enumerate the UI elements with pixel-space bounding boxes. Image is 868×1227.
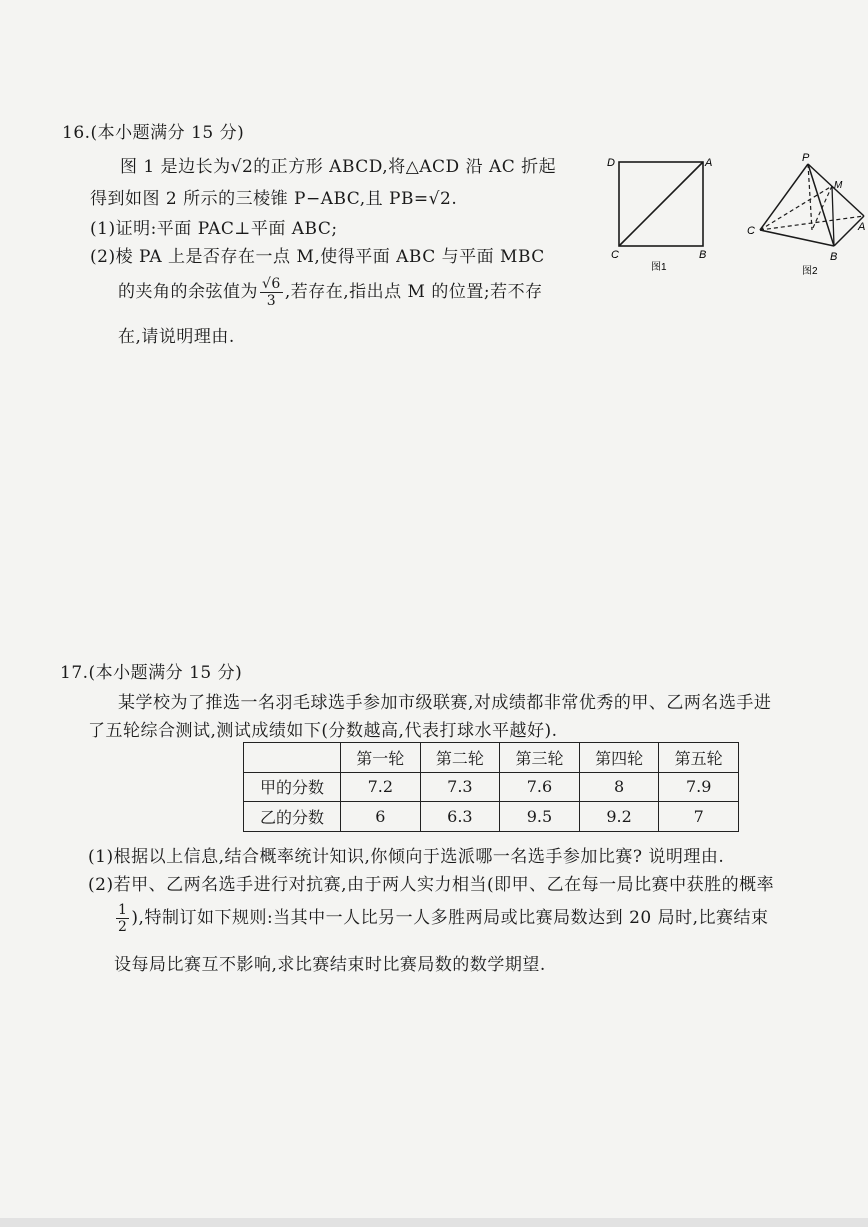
- half-numerator: 1: [118, 902, 128, 918]
- table-header-cell: 第四轮: [579, 743, 659, 773]
- fig2-label-b: B: [830, 251, 838, 263]
- half-fraction: [116, 902, 129, 935]
- q16-part1: (1)证明:平面 PAC⊥平面 ABC;: [90, 219, 338, 239]
- cosine-denominator: 3: [266, 293, 277, 309]
- table-cell: 6: [341, 802, 421, 832]
- table-header-cell: 第二轮: [420, 743, 500, 773]
- table-header-cell: 第三轮: [500, 743, 580, 773]
- scores-table: [243, 742, 739, 832]
- q17-header: 17.(本小题满分 15 分): [60, 663, 243, 683]
- fig2-label-p: P: [802, 152, 810, 164]
- q16-part2-text: 的夹角的余弦值为: [118, 282, 258, 302]
- q17-part2-line1: (2)若甲、乙两名选手进行对抗赛,由于两人实力相当(即甲、乙在每一局比赛中获胜的概率: [88, 875, 775, 895]
- fig1-caption: 图1: [651, 262, 667, 272]
- table-cell: 7.6: [500, 772, 580, 802]
- page-bottom-edge: [0, 1218, 868, 1227]
- table-row: [244, 772, 739, 802]
- table-cell: 7.3: [420, 772, 500, 802]
- table-cell: 7: [659, 802, 739, 832]
- q17-part2-line2: [114, 902, 769, 935]
- q16-stem-line1: 图 1 是边长为√2的正方形 ABCD,将△ACD 沿 AC 折起: [120, 157, 557, 177]
- table-cell: 9.2: [579, 802, 659, 832]
- q17-part1: (1)根据以上信息,结合概率统计知识,你倾向于选派哪一名选手参加比赛? 说明理由.: [88, 847, 725, 867]
- table-cell: 7.2: [341, 772, 421, 802]
- q16-part2-text-cont: ,若存在,指出点 M 的位置;若不存: [284, 282, 543, 302]
- q17-stem-line2: 了五轮综合测试,测试成绩如下(分数越高,代表打球水平越好).: [88, 721, 558, 741]
- table-cell: 7.9: [659, 772, 739, 802]
- table-cell: 甲的分数: [244, 772, 341, 802]
- table-header-cell: 第一轮: [341, 743, 421, 773]
- fig2-caption: 图2: [802, 266, 818, 277]
- table-header-row: [244, 743, 739, 773]
- table-row: [244, 802, 739, 832]
- table-cell: 乙的分数: [244, 802, 341, 832]
- cosine-fraction: [260, 276, 283, 309]
- figure-1: [605, 152, 715, 272]
- q17-stem-line1: 某学校为了推选一名羽毛球选手参加市级联赛,对成绩都非常优秀的甲、乙两名选手进: [118, 693, 772, 713]
- figure-2: [742, 150, 868, 280]
- fig1-label-a: A: [705, 157, 713, 169]
- q16-stem-line2: 得到如图 2 所示的三棱锥 P−ABC,且 PB=√2.: [90, 189, 458, 209]
- fig2-label-m: M: [834, 180, 843, 191]
- fig1-label-c: C: [611, 249, 619, 261]
- fig1-label-d: D: [607, 157, 615, 169]
- table-header-cell: [244, 743, 341, 773]
- cosine-numerator: √6: [262, 276, 281, 292]
- table-header-cell: 第五轮: [659, 743, 739, 773]
- q16-header: 16.(本小题满分 15 分): [62, 123, 245, 143]
- fig2-label-c: C: [747, 225, 755, 237]
- table-cell: 6.3: [420, 802, 500, 832]
- table-cell: 8: [579, 772, 659, 802]
- q17-part2-line3: 设每局比赛互不影响,求比赛结束时比赛局数的数学期望.: [114, 955, 546, 975]
- q16-part2-line1: (2)棱 PA 上是否存在一点 M,使得平面 ABC 与平面 MBC: [90, 247, 545, 267]
- half-denominator: 2: [118, 919, 128, 935]
- q16-part2-line3: 在,请说明理由.: [118, 327, 235, 347]
- fig2-label-a: A: [858, 221, 866, 233]
- table-cell: 9.5: [500, 802, 580, 832]
- q17-part2-rules: ),特制订如下规则:当其中一人比另一人多胜两局或比赛局数达到 20 局时,比赛结束: [131, 908, 769, 928]
- q16-part2-line2: [118, 276, 543, 309]
- fig1-label-b: B: [699, 249, 707, 261]
